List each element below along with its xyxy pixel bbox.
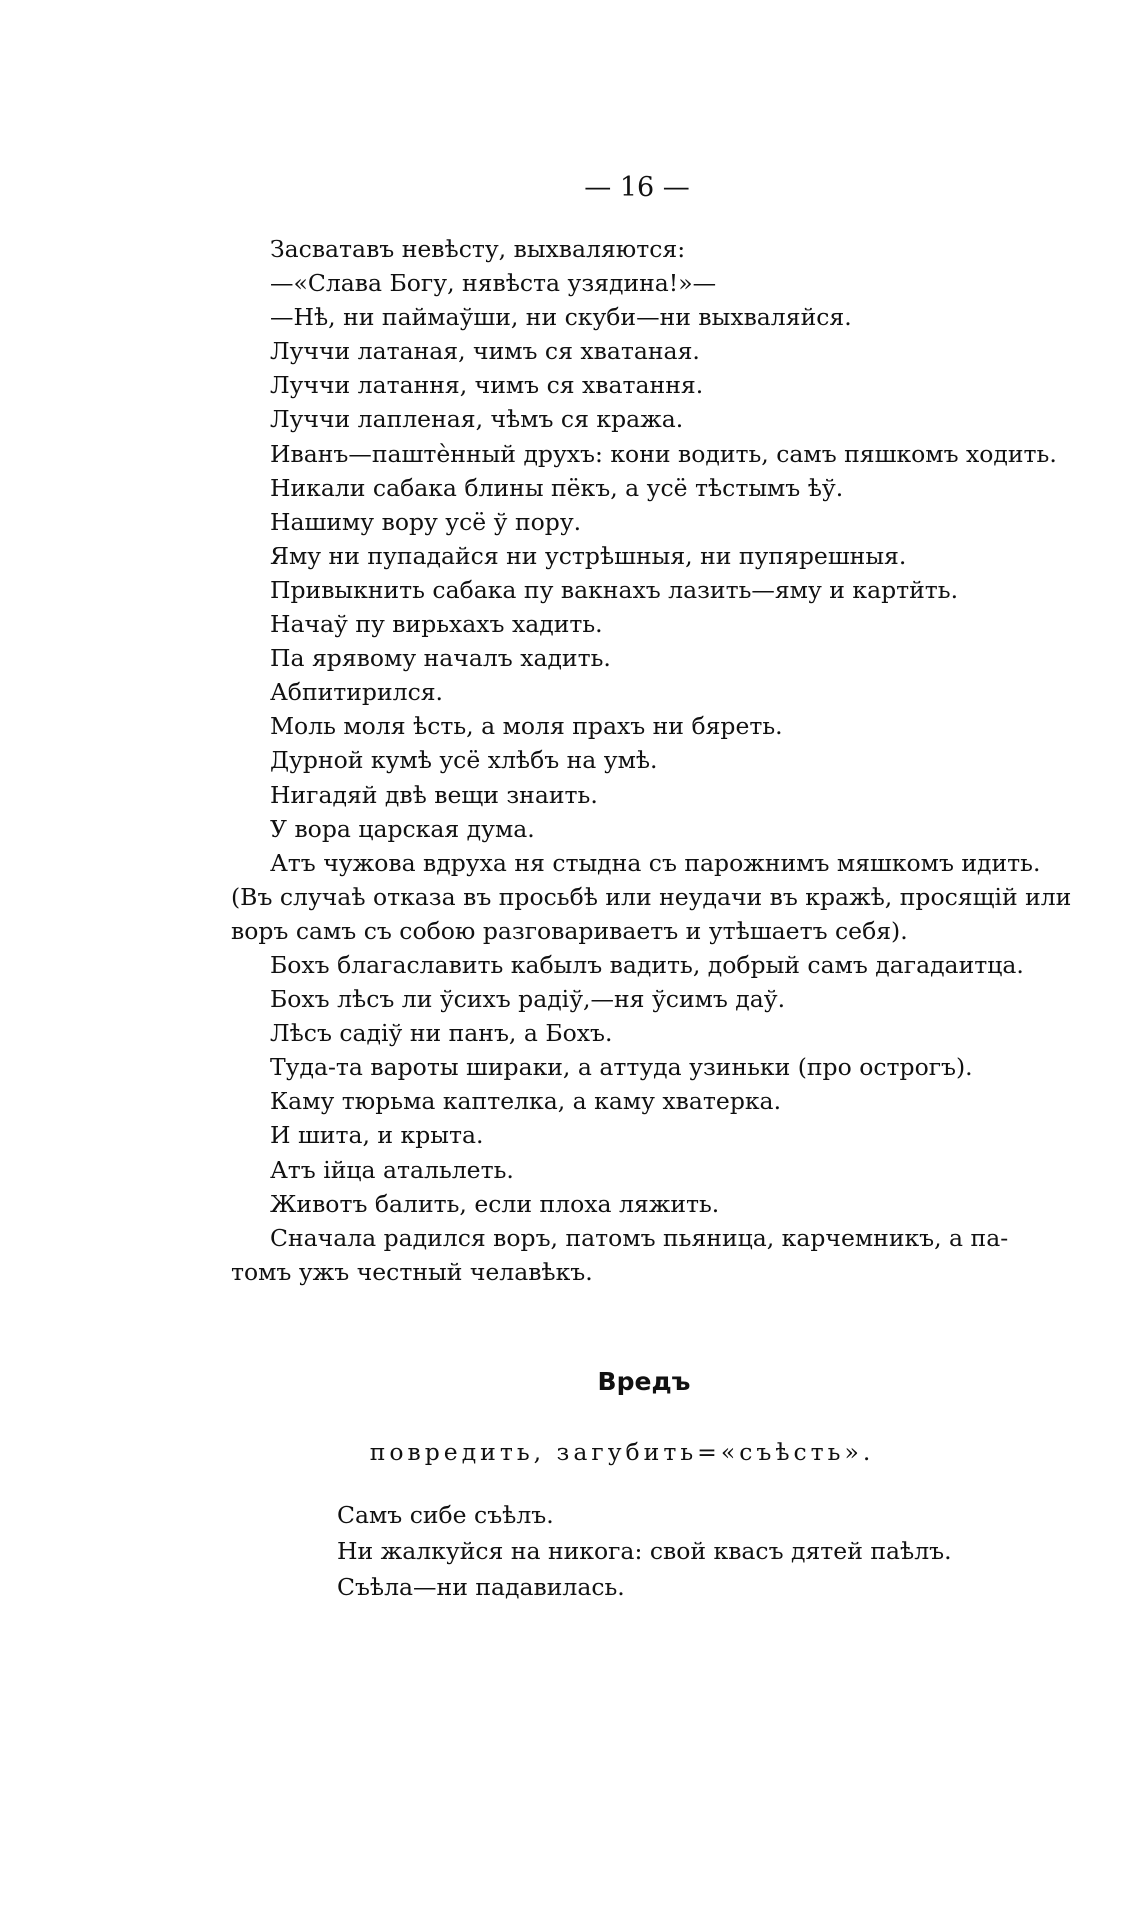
text-line: Привыкнить сабака пу вакнахъ лазить—яму и картйть.: [270, 575, 959, 604]
text-line: Лѣсъ садіў ни панъ, а Бохъ.: [270, 1019, 613, 1048]
text-line: Луччи латаная, чимъ ся хватаная.: [270, 337, 700, 366]
text-line: Туда-та вароты шираки, а аттуда узиньки (про острогъ).: [270, 1053, 973, 1082]
text-line: Засватавъ невѣсту, выхваляются:: [270, 235, 686, 263]
text-line: Бохъ лѣсъ ли ўсихъ радіў,—ня ўсимъ даў.: [270, 985, 786, 1014]
text-line: Животъ балить, если плоха ляжить.: [270, 1189, 720, 1218]
note-line: воръ самъ съ собою разговариваетъ и утѣшаетъ себя).: [231, 916, 908, 945]
text-line: Моль моля ѣсть, а моля прахъ ни бяреть.: [270, 712, 783, 741]
text-line: Па ярявому началъ хадить.: [270, 644, 611, 673]
text-line: Луччи лапленая, чѣмъ ся кража.: [270, 405, 684, 434]
text-line: Ни жалкуйся на никога: свой квасъ дятей паѣлъ.: [337, 1537, 952, 1565]
text-line: —«Слава Богу, нявѣста узядина!»—: [270, 269, 717, 298]
text-line: У вора царская дума.: [270, 814, 535, 843]
text-line: И шита, и крыта.: [270, 1121, 484, 1150]
text-line: Абпитирился.: [270, 678, 444, 707]
text-line: томъ ужъ честный челавѣкъ.: [231, 1257, 593, 1286]
text-line: Съѣла—ни падавилась.: [337, 1573, 625, 1601]
text-line: Атъ ійца атальлеть.: [270, 1155, 514, 1184]
text-line: Луччи латання, чимъ ся хватання.: [270, 371, 704, 400]
page-number: — 16 —: [584, 172, 690, 203]
text-line: Никали сабака блины пёкъ, а усё тѣстымъ ѣў.: [270, 473, 844, 502]
text-line: —Нѣ, ни паймаўши, ни скуби—ни выхваляйся.: [270, 303, 852, 332]
text-line: Сначала радился воръ, патомъ пьяница, карчемникъ, а па-: [270, 1223, 1009, 1252]
section-proverbs-block: [337, 1497, 977, 1605]
text-line: Дурной кумѣ усё хлѣбъ на умѣ.: [270, 746, 658, 775]
text-line: Яму ни пупадайся ни устрѣшныя, ни пупярешныя.: [270, 541, 907, 570]
text-line: Атъ чужова вдруха ня стыдна съ парожнимъ мяшкомъ идить.: [270, 848, 1041, 877]
section-title: Вредъ: [597, 1367, 691, 1396]
text-line: Самъ сибе съѣлъ.: [337, 1501, 554, 1529]
text-line: Каму тюрьма каптелка, а каму хватерка.: [270, 1087, 782, 1116]
proverbs-block: [231, 232, 1072, 1289]
text-line: Нигадяй двѣ вещи знаить.: [270, 780, 598, 809]
section-subtitle: повредить, загубить=«съѣсть».: [369, 1438, 875, 1466]
text-line: Иванъ—паштѐнный друхъ: кони водить, самъ пяшкомъ ходить.: [270, 439, 1057, 468]
text-line: Начаў пу вирьхахъ хадить.: [270, 610, 603, 639]
text-line: Нашиму вору усё ў пору.: [270, 507, 582, 536]
text-line: Бохъ благаславить кабылъ вадить, добрый самъ дагадаитца.: [270, 950, 1024, 979]
note-line: (Въ случаѣ отказа въ просьбѣ или неудачи въ кражѣ, просящій или: [231, 882, 1072, 911]
